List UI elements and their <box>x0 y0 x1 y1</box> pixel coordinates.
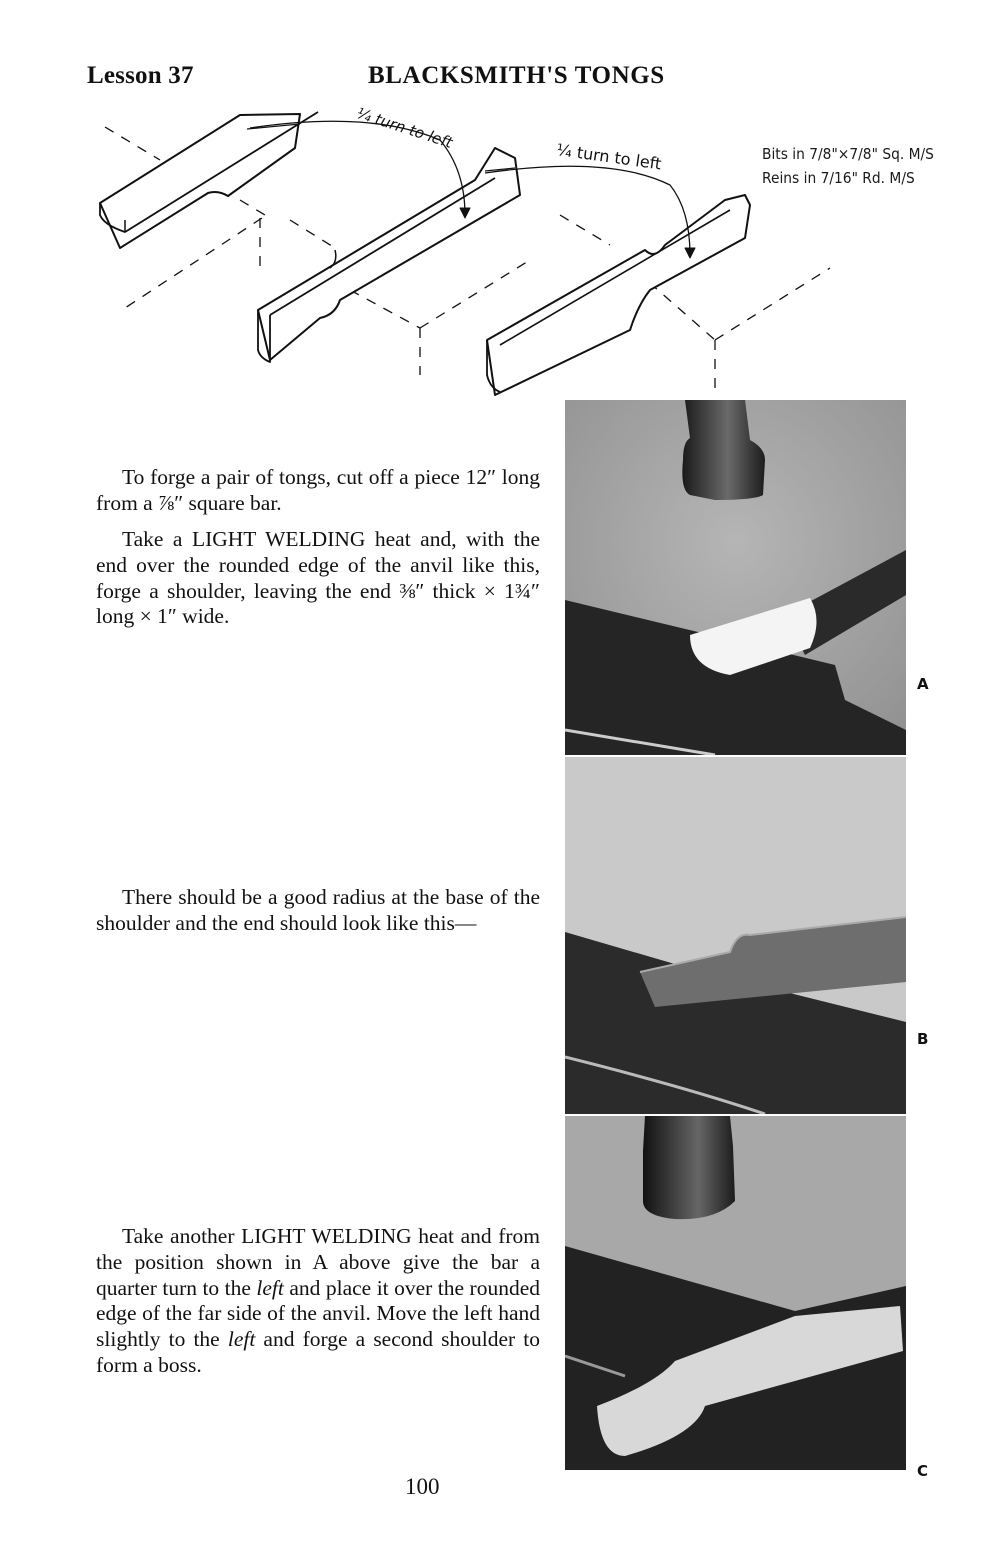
page-title: BLACKSMITH'S TONGS <box>368 62 665 89</box>
turn-annotation-2: ¼ turn to left <box>555 140 663 174</box>
photo-b <box>565 757 906 1114</box>
paragraph-second-shoulder: Take another LIGHT WELDING heat and from the position shown in A above give the bar a quarter turn to the left and place it over the rounded edge of the far side of the anvil. Move the left hand slightly to the left and forge a second shoulder to form a boss. <box>96 1224 541 1377</box>
spec-reins: Reins in 7/16" Rd. M/S <box>762 169 915 187</box>
turn-annotation-1: ¼ turn to left <box>354 104 455 152</box>
photo-label-c: C <box>917 1462 929 1480</box>
spec-bits: Bits in 7/8"×7/8" Sq. M/S <box>762 145 934 163</box>
photo-label-b: B <box>917 1030 929 1048</box>
photo-label-a: A <box>917 675 929 693</box>
material-spec <box>762 142 934 190</box>
paragraph-cut-bar: To forge a pair of tongs, cut off a piece 12″ long from a ⅞″ square bar. <box>96 465 540 515</box>
paragraph-first-shoulder: Take a LIGHT WELDING heat and, with the end over the rounded edge of the anvil like this, forge a shoulder, leaving the end ⅜″ thick × 1¾″ long × 1″ wide. <box>96 527 540 629</box>
photo-c <box>565 1116 906 1470</box>
page-number: 100 <box>405 1474 440 1499</box>
paragraph-radius: There should be a good radius at the base of the shoulder and the end should look like this— <box>96 885 540 935</box>
photo-a <box>565 400 906 755</box>
lesson-number: Lesson 37 <box>87 62 194 89</box>
